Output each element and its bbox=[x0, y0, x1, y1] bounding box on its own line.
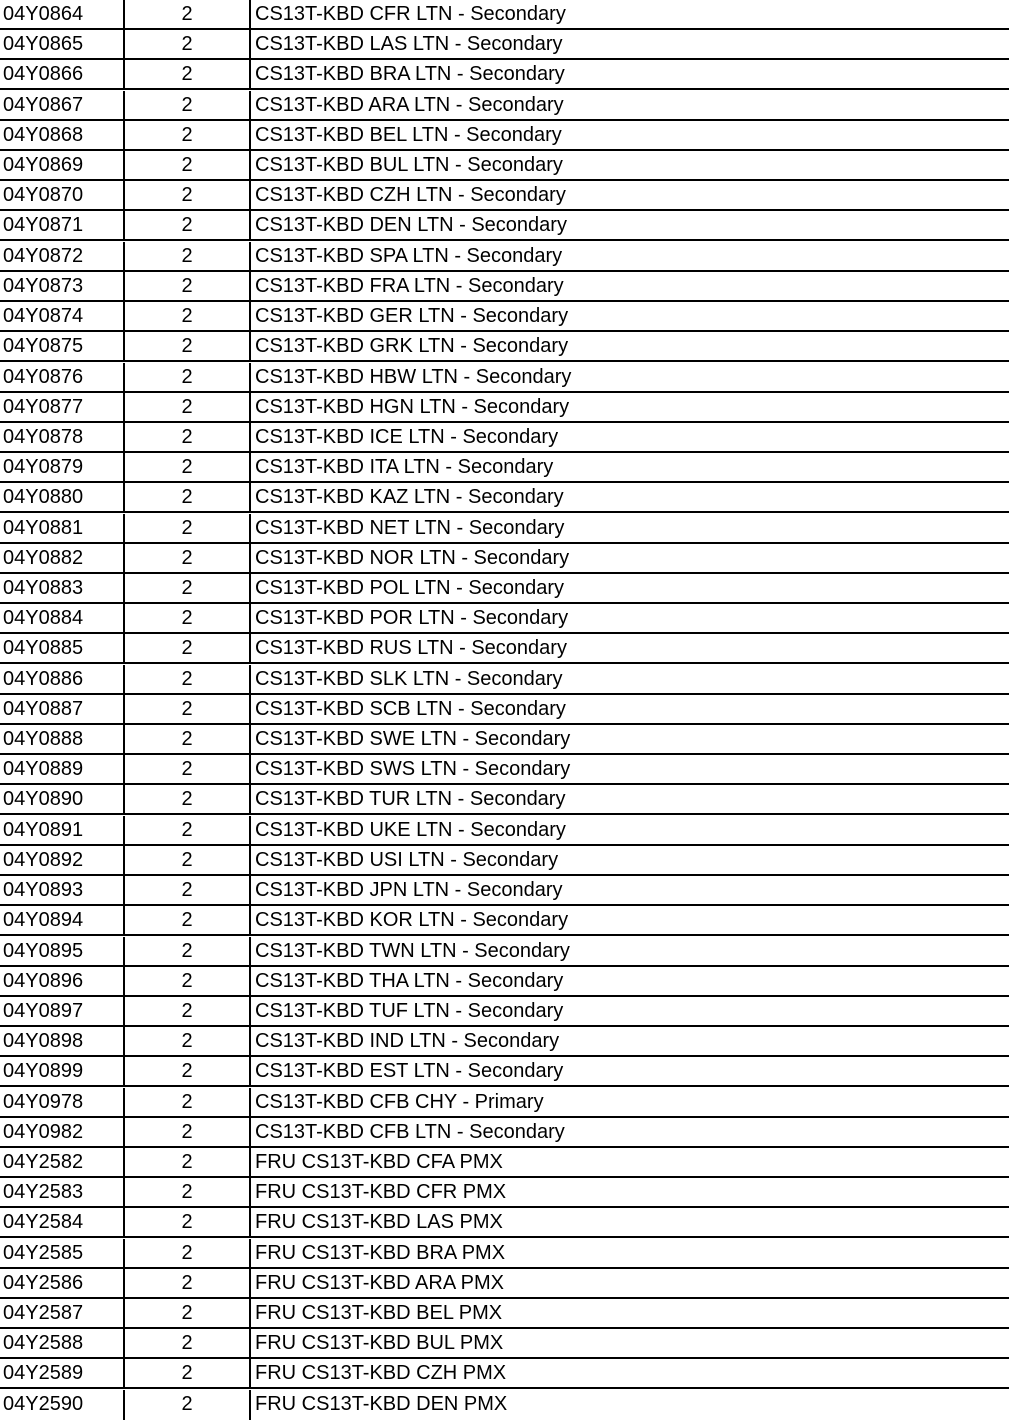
part-number-cell: 04Y0869 bbox=[0, 151, 125, 179]
table-row bbox=[0, 1269, 1009, 1299]
table-row bbox=[0, 544, 1009, 574]
description-cell: CS13T-KBD HGN LTN - Secondary bbox=[255, 395, 570, 418]
quantity-cell: 2 bbox=[125, 60, 251, 88]
description-cell: CS13T-KBD TWN LTN - Secondary bbox=[255, 939, 570, 962]
description-cell: CS13T-KBD ITA LTN - Secondary bbox=[255, 456, 554, 479]
description-cell: CS13T-KBD JPN LTN - Secondary bbox=[255, 879, 563, 902]
part-number-cell: 04Y0882 bbox=[0, 544, 125, 572]
quantity-cell: 2 bbox=[125, 1057, 251, 1085]
table-row bbox=[0, 30, 1009, 60]
description-cell: FRU CS13T-KBD BRA PMX bbox=[255, 1241, 506, 1264]
part-number-cell: 04Y2584 bbox=[0, 1208, 125, 1236]
part-number-cell: 04Y0878 bbox=[0, 423, 125, 451]
part-number-cell: 04Y0891 bbox=[0, 816, 125, 844]
table-row bbox=[0, 0, 1009, 30]
table-row bbox=[0, 423, 1009, 453]
table-row bbox=[0, 1299, 1009, 1329]
quantity-cell: 2 bbox=[125, 1148, 251, 1176]
quantity-cell: 2 bbox=[125, 876, 251, 904]
part-number-cell: 04Y0899 bbox=[0, 1057, 125, 1085]
quantity-cell: 2 bbox=[125, 1118, 251, 1146]
description-cell: FRU CS13T-KBD BUL PMX bbox=[255, 1332, 504, 1355]
quantity-cell: 2 bbox=[125, 755, 251, 783]
quantity-cell: 2 bbox=[125, 1329, 251, 1357]
part-number-cell: 04Y0894 bbox=[0, 906, 125, 934]
description-cell: CS13T-KBD SWS LTN - Secondary bbox=[255, 758, 571, 781]
quantity-cell: 2 bbox=[125, 937, 251, 965]
description-cell: CS13T-KBD CFB CHY - Primary bbox=[255, 1090, 544, 1113]
quantity-cell: 2 bbox=[125, 0, 251, 28]
table-row bbox=[0, 604, 1009, 634]
part-number-cell: 04Y0873 bbox=[0, 272, 125, 300]
quantity-cell: 2 bbox=[125, 604, 251, 632]
part-number-cell: 04Y0879 bbox=[0, 453, 125, 481]
quantity-cell: 2 bbox=[125, 1208, 251, 1236]
part-number-cell: 04Y2589 bbox=[0, 1359, 125, 1387]
table-row bbox=[0, 755, 1009, 785]
table-row bbox=[0, 483, 1009, 513]
table-row bbox=[0, 1178, 1009, 1208]
quantity-cell: 2 bbox=[125, 1269, 251, 1297]
part-number-cell: 04Y0885 bbox=[0, 634, 125, 662]
part-number-cell: 04Y0883 bbox=[0, 574, 125, 602]
description-cell: CS13T-KBD POL LTN - Secondary bbox=[255, 576, 565, 599]
quantity-cell: 2 bbox=[125, 211, 251, 239]
description-cell: FRU CS13T-KBD DEN PMX bbox=[255, 1392, 508, 1415]
quantity-cell: 2 bbox=[125, 91, 251, 119]
table-row bbox=[0, 514, 1009, 544]
table-row bbox=[0, 816, 1009, 846]
table-row bbox=[0, 272, 1009, 302]
description-cell: CS13T-KBD SLK LTN - Secondary bbox=[255, 667, 563, 690]
description-cell: CS13T-KBD RUS LTN - Secondary bbox=[255, 637, 567, 660]
description-cell: CS13T-KBD KAZ LTN - Secondary bbox=[255, 486, 564, 509]
description-cell: CS13T-KBD TUF LTN - Secondary bbox=[255, 999, 564, 1022]
description-cell: FRU CS13T-KBD CFR PMX bbox=[255, 1181, 507, 1204]
table-row bbox=[0, 725, 1009, 755]
quantity-cell: 2 bbox=[125, 725, 251, 753]
table-row bbox=[0, 121, 1009, 151]
quantity-cell: 2 bbox=[125, 846, 251, 874]
part-number-cell: 04Y0892 bbox=[0, 846, 125, 874]
part-number-cell: 04Y2590 bbox=[0, 1390, 125, 1420]
part-number-cell: 04Y0864 bbox=[0, 0, 125, 28]
description-cell: FRU CS13T-KBD CZH PMX bbox=[255, 1362, 507, 1385]
part-number-cell: 04Y0888 bbox=[0, 725, 125, 753]
part-number-cell: 04Y0866 bbox=[0, 60, 125, 88]
part-number-cell: 04Y0978 bbox=[0, 1088, 125, 1116]
table-row bbox=[0, 1359, 1009, 1389]
quantity-cell: 2 bbox=[125, 1359, 251, 1387]
description-cell: CS13T-KBD BRA LTN - Secondary bbox=[255, 63, 565, 86]
part-number-cell: 04Y2585 bbox=[0, 1239, 125, 1267]
quantity-cell: 2 bbox=[125, 695, 251, 723]
part-number-cell: 04Y0876 bbox=[0, 363, 125, 391]
table-row bbox=[0, 91, 1009, 121]
table-row bbox=[0, 211, 1009, 241]
quantity-cell: 2 bbox=[125, 1299, 251, 1327]
part-number-cell: 04Y0880 bbox=[0, 483, 125, 511]
description-cell: CS13T-KBD EST LTN - Secondary bbox=[255, 1060, 564, 1083]
quantity-cell: 2 bbox=[125, 1027, 251, 1055]
part-number-cell: 04Y0881 bbox=[0, 514, 125, 542]
part-number-cell: 04Y0893 bbox=[0, 876, 125, 904]
table-row bbox=[0, 1088, 1009, 1118]
part-number-cell: 04Y0865 bbox=[0, 30, 125, 58]
part-number-cell: 04Y0890 bbox=[0, 785, 125, 813]
description-cell: CS13T-KBD GRK LTN - Secondary bbox=[255, 335, 569, 358]
table-row bbox=[0, 1208, 1009, 1238]
table-row bbox=[0, 906, 1009, 936]
description-cell: FRU CS13T-KBD CFA PMX bbox=[255, 1150, 503, 1173]
quantity-cell: 2 bbox=[125, 1178, 251, 1206]
description-cell: CS13T-KBD HBW LTN - Secondary bbox=[255, 365, 572, 388]
part-number-cell: 04Y0877 bbox=[0, 393, 125, 421]
description-cell: CS13T-KBD THA LTN - Secondary bbox=[255, 969, 564, 992]
quantity-cell: 2 bbox=[125, 574, 251, 602]
table-row bbox=[0, 937, 1009, 967]
part-number-cell: 04Y2588 bbox=[0, 1329, 125, 1357]
quantity-cell: 2 bbox=[125, 302, 251, 330]
table-row bbox=[0, 1148, 1009, 1178]
quantity-cell: 2 bbox=[125, 665, 251, 693]
part-number-cell: 04Y2587 bbox=[0, 1299, 125, 1327]
quantity-cell: 2 bbox=[125, 1239, 251, 1267]
part-number-cell: 04Y0868 bbox=[0, 121, 125, 149]
quantity-cell: 2 bbox=[125, 363, 251, 391]
description-cell: FRU CS13T-KBD LAS PMX bbox=[255, 1211, 503, 1234]
part-number-cell: 04Y0871 bbox=[0, 211, 125, 239]
description-cell: CS13T-KBD USI LTN - Secondary bbox=[255, 848, 559, 871]
description-cell: CS13T-KBD SWE LTN - Secondary bbox=[255, 728, 571, 751]
quantity-cell: 2 bbox=[125, 514, 251, 542]
table-row bbox=[0, 1390, 1009, 1420]
quantity-cell: 2 bbox=[125, 181, 251, 209]
quantity-cell: 2 bbox=[125, 121, 251, 149]
quantity-cell: 2 bbox=[125, 634, 251, 662]
quantity-cell: 2 bbox=[125, 453, 251, 481]
quantity-cell: 2 bbox=[125, 967, 251, 995]
part-number-cell: 04Y0886 bbox=[0, 665, 125, 693]
table-row bbox=[0, 332, 1009, 362]
table-row bbox=[0, 846, 1009, 876]
description-cell: CS13T-KBD LAS LTN - Secondary bbox=[255, 33, 563, 56]
description-cell: CS13T-KBD NOR LTN - Secondary bbox=[255, 546, 570, 569]
table-row bbox=[0, 1118, 1009, 1148]
table-row bbox=[0, 302, 1009, 332]
quantity-cell: 2 bbox=[125, 242, 251, 270]
table-row bbox=[0, 876, 1009, 906]
description-cell: CS13T-KBD ARA LTN - Secondary bbox=[255, 93, 564, 116]
description-cell: CS13T-KBD TUR LTN - Secondary bbox=[255, 788, 566, 811]
description-cell: CS13T-KBD SCB LTN - Secondary bbox=[255, 697, 566, 720]
quantity-cell: 2 bbox=[125, 272, 251, 300]
table-row bbox=[0, 574, 1009, 604]
table-row bbox=[0, 151, 1009, 181]
description-cell: CS13T-KBD KOR LTN - Secondary bbox=[255, 909, 569, 932]
quantity-cell: 2 bbox=[125, 544, 251, 572]
quantity-cell: 2 bbox=[125, 30, 251, 58]
table-row bbox=[0, 60, 1009, 90]
part-number-cell: 04Y0889 bbox=[0, 755, 125, 783]
part-number-cell: 04Y2583 bbox=[0, 1178, 125, 1206]
table-row bbox=[0, 1239, 1009, 1269]
quantity-cell: 2 bbox=[125, 785, 251, 813]
part-number-cell: 04Y0887 bbox=[0, 695, 125, 723]
table-row bbox=[0, 997, 1009, 1027]
quantity-cell: 2 bbox=[125, 816, 251, 844]
description-cell: CS13T-KBD BUL LTN - Secondary bbox=[255, 154, 563, 177]
table-row bbox=[0, 242, 1009, 272]
table-row bbox=[0, 665, 1009, 695]
description-cell: FRU CS13T-KBD BEL PMX bbox=[255, 1302, 503, 1325]
part-number-cell: 04Y0896 bbox=[0, 967, 125, 995]
table-row bbox=[0, 393, 1009, 423]
description-cell: CS13T-KBD GER LTN - Secondary bbox=[255, 305, 569, 328]
table-row bbox=[0, 785, 1009, 815]
table-row bbox=[0, 1027, 1009, 1057]
description-cell: CS13T-KBD FRA LTN - Secondary bbox=[255, 274, 564, 297]
part-number-cell: 04Y0872 bbox=[0, 242, 125, 270]
description-cell: CS13T-KBD SPA LTN - Secondary bbox=[255, 244, 563, 267]
description-cell: CS13T-KBD UKE LTN - Secondary bbox=[255, 818, 566, 841]
part-number-cell: 04Y0867 bbox=[0, 91, 125, 119]
description-cell: CS13T-KBD POR LTN - Secondary bbox=[255, 607, 569, 630]
table-row bbox=[0, 634, 1009, 664]
description-cell: CS13T-KBD DEN LTN - Secondary bbox=[255, 214, 567, 237]
description-cell: FRU CS13T-KBD ARA PMX bbox=[255, 1271, 504, 1294]
part-number-cell: 04Y0874 bbox=[0, 302, 125, 330]
quantity-cell: 2 bbox=[125, 483, 251, 511]
quantity-cell: 2 bbox=[125, 151, 251, 179]
table-row bbox=[0, 453, 1009, 483]
part-number-cell: 04Y0870 bbox=[0, 181, 125, 209]
part-number-cell: 04Y2586 bbox=[0, 1269, 125, 1297]
table-row bbox=[0, 181, 1009, 211]
part-number-cell: 04Y0875 bbox=[0, 332, 125, 360]
part-number-cell: 04Y0895 bbox=[0, 937, 125, 965]
part-number-cell: 04Y0897 bbox=[0, 997, 125, 1025]
table-row bbox=[0, 1329, 1009, 1359]
description-cell: CS13T-KBD IND LTN - Secondary bbox=[255, 1030, 560, 1053]
part-number-cell: 04Y0982 bbox=[0, 1118, 125, 1146]
part-number-cell: 04Y0884 bbox=[0, 604, 125, 632]
description-cell: CS13T-KBD CFB LTN - Secondary bbox=[255, 1120, 565, 1143]
quantity-cell: 2 bbox=[125, 1088, 251, 1116]
quantity-cell: 2 bbox=[125, 393, 251, 421]
description-cell: CS13T-KBD ICE LTN - Secondary bbox=[255, 425, 559, 448]
quantity-cell: 2 bbox=[125, 997, 251, 1025]
quantity-cell: 2 bbox=[125, 332, 251, 360]
description-cell: CS13T-KBD CFR LTN - Secondary bbox=[255, 3, 566, 25]
table-row bbox=[0, 363, 1009, 393]
table-row bbox=[0, 967, 1009, 997]
part-number-cell: 04Y0898 bbox=[0, 1027, 125, 1055]
table-row bbox=[0, 1057, 1009, 1087]
quantity-cell: 2 bbox=[125, 906, 251, 934]
part-number-cell: 04Y2582 bbox=[0, 1148, 125, 1176]
quantity-cell: 2 bbox=[125, 1390, 251, 1420]
quantity-cell: 2 bbox=[125, 423, 251, 451]
table-row bbox=[0, 695, 1009, 725]
description-cell: CS13T-KBD NET LTN - Secondary bbox=[255, 516, 565, 539]
description-cell: CS13T-KBD BEL LTN - Secondary bbox=[255, 123, 562, 146]
description-cell: CS13T-KBD CZH LTN - Secondary bbox=[255, 184, 566, 207]
